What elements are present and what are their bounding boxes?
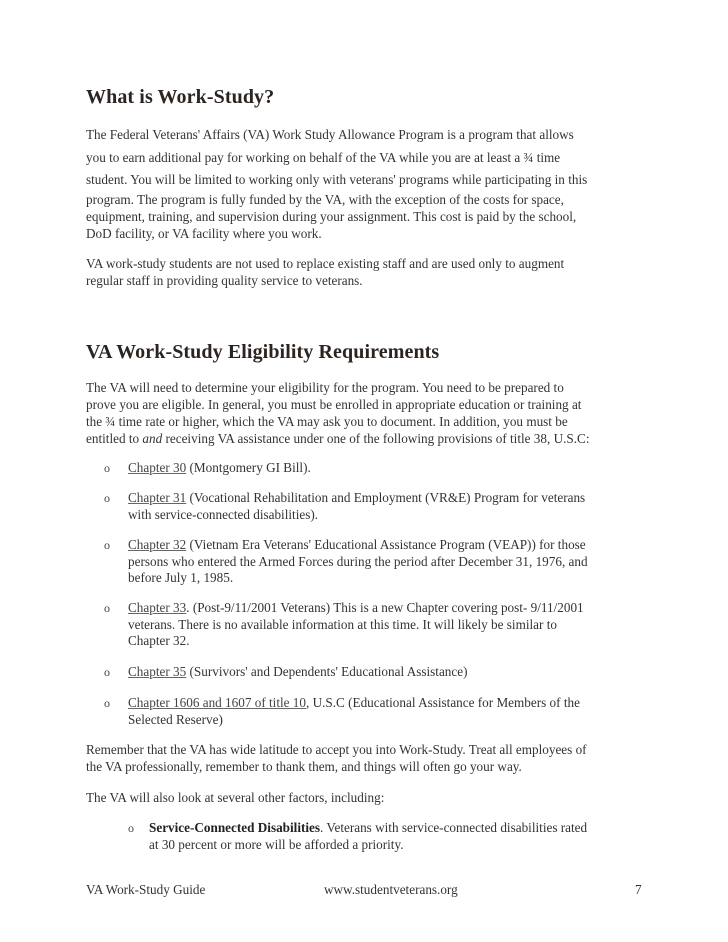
- paragraph-line: regular staff in providing quality service to veterans.: [86, 273, 363, 288]
- paragraph-line: equipment, training, and supervision during your assignment. This cost is paid by the school,: [86, 209, 577, 224]
- paragraph-line: the VA professionally, remember to thank them, and things will often go your way.: [86, 759, 522, 774]
- bullet-marker: o: [104, 491, 110, 505]
- chapter-33-link[interactable]: Chapter 33: [128, 600, 187, 615]
- work-study-intro-paragraph-cont: [86, 191, 638, 242]
- list-item-text: . (Post-9/11/2001 Veterans) This is a new Chapter covering post- 9/11/2001: [186, 600, 584, 615]
- paragraph-line: The VA will also look at several other factors, including:: [86, 790, 385, 805]
- list-item-text: with service-connected disabilities).: [128, 506, 319, 522]
- footer-title: VA Work-Study Guide: [86, 882, 206, 897]
- footer-website: www.studentveterans.org: [324, 882, 458, 897]
- factors-intro-paragraph: [86, 789, 638, 806]
- paragraph-line: you to earn additional pay for working on behalf of the VA while you are at least a ¾ time: [86, 149, 561, 165]
- chapter-31-link[interactable]: Chapter 31: [128, 490, 187, 505]
- paragraph-line: The VA will need to determine your eligibility for the program. You need to be prepared to: [86, 380, 564, 395]
- list-item-text: . Veterans with service-connected disabilities rated: [320, 820, 588, 835]
- text-segment: receiving VA assistance under one of the following provisions of title 38, U.S.C:: [162, 431, 590, 446]
- list-item-text: (Montgomery GI Bill).: [186, 460, 311, 475]
- paragraph-line: DoD facility, or VA facility where you work.: [86, 226, 322, 241]
- list-item-text: Selected Reserve): [128, 711, 223, 727]
- work-study-intro-paragraph: [86, 124, 638, 192]
- paragraph-line: student. You will be limited to working only with veterans' programs while participating in this: [86, 172, 588, 187]
- list-item-text: veterans. There is no available information at this time. It will likely be similar to: [128, 616, 557, 632]
- list-item-text: (Survivors' and Dependents' Educational Assistance): [186, 664, 468, 679]
- list-item-text: at 30 percent or more will be afforded a priority.: [149, 836, 404, 852]
- paragraph-line: VA work-study students are not used to replace existing staff and are used only to augment: [86, 256, 565, 271]
- chapter-30-link[interactable]: Chapter 30: [128, 460, 187, 475]
- list-item-text: , U.S.C (Educational Assistance for Members of the: [306, 695, 580, 710]
- section-heading-work-study: What is Work-Study?: [86, 86, 275, 108]
- list-item-text: persons who entered the Armed Forces during the period after December 31, 1976, and: [128, 553, 588, 569]
- list-item-text: (Vocational Rehabilitation and Employment (VR&E) Program for veterans: [186, 490, 586, 505]
- eligibility-intro-paragraph: [86, 379, 638, 447]
- bullet-marker: o: [104, 601, 110, 615]
- paragraph-line: prove you are eligible. In general, you must be enrolled in appropriate education or training at: [86, 397, 582, 412]
- bullet-marker: o: [104, 538, 110, 552]
- remember-paragraph: [86, 741, 638, 775]
- chapter-1606-1607-link[interactable]: Chapter 1606 and 1607 of title 10: [128, 695, 306, 710]
- paragraph-line: Remember that the VA has wide latitude to accept you into Work-Study. Treat all employees of: [86, 742, 587, 757]
- work-study-staff-paragraph: [86, 255, 638, 289]
- paragraph-line: [86, 430, 638, 447]
- chapter-32-link[interactable]: Chapter 32: [128, 537, 187, 552]
- paragraph-line: program. The program is fully funded by the VA, with the exception of the costs for space,: [86, 192, 564, 207]
- section-heading-eligibility: VA Work-Study Eligibility Requirements: [86, 341, 440, 363]
- paragraph-line: The Federal Veterans' Affairs (VA) Work Study Allowance Program is a program that allows: [86, 127, 574, 142]
- bullet-marker: o: [104, 696, 110, 710]
- list-item-text: (Vietnam Era Veterans' Educational Assistance Program (VEAP)) for those: [186, 537, 586, 552]
- text-segment: entitled to: [86, 431, 143, 446]
- footer-page-number: 7: [635, 882, 642, 897]
- factor-title: Service-Connected Disabilities: [149, 820, 321, 835]
- chapter-35-link[interactable]: Chapter 35: [128, 664, 187, 679]
- emphasis-text: and: [142, 431, 163, 446]
- bullet-marker: o: [104, 665, 110, 679]
- bullet-marker: o: [104, 461, 110, 475]
- list-item-text: before July 1, 1985.: [128, 570, 234, 586]
- paragraph-line: the ¾ time rate or higher, which the VA may ask you to document. In addition, you must be: [86, 414, 568, 429]
- list-item-text: Chapter 32.: [128, 633, 190, 649]
- bullet-marker: o: [128, 821, 134, 835]
